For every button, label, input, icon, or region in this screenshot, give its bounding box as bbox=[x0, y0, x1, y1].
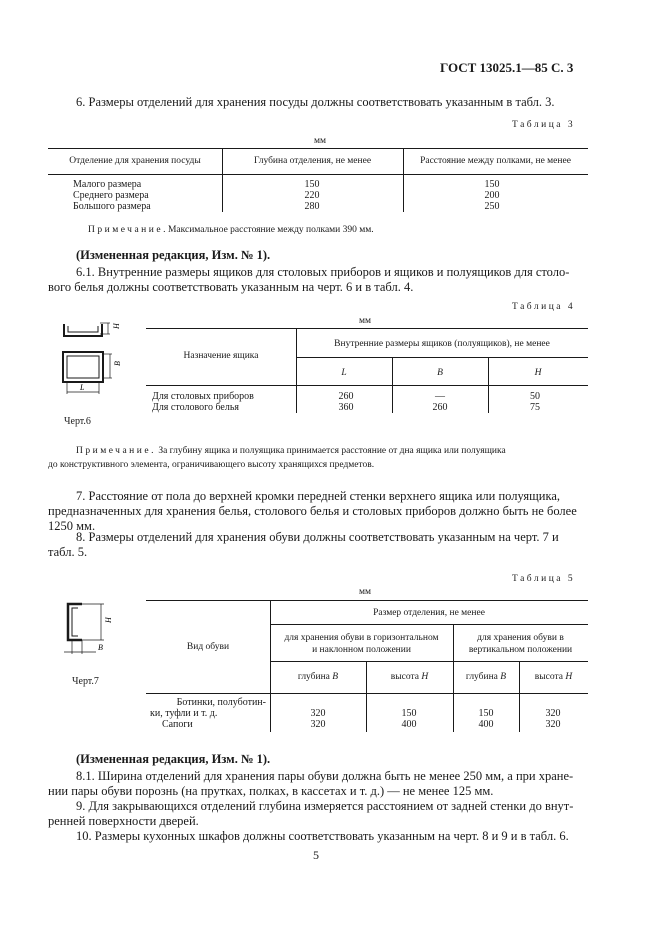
table-row: Малого размера Среднего размера Большого размера bbox=[73, 179, 151, 212]
fig7-caption: Черт.7 bbox=[72, 676, 99, 687]
table-4-b-values: — 260 bbox=[432, 391, 448, 413]
table-3-header-compartment: Отделение для хранения посуды bbox=[69, 156, 201, 166]
clause-8-line2: табл. 5. bbox=[48, 545, 88, 559]
table-3-units: мм bbox=[313, 136, 327, 146]
page-header: ГОСТ 13025.1—85 С. 3 bbox=[440, 60, 574, 75]
page-number: 5 bbox=[313, 848, 319, 862]
table-5-header-size: Размер отделения, не менее bbox=[373, 608, 485, 618]
table-5-subheader-depth-1: глубина B bbox=[297, 672, 339, 682]
table-3-depth-values: 150 220 280 bbox=[304, 179, 320, 212]
clause-7-line1: 7. Расстояние от пола до верхней кромки передней стенки верхнего ящика или полуящика, bbox=[76, 489, 561, 503]
fig6-label-l: L bbox=[80, 383, 85, 392]
table-5-header-vertical: для хранения обуви в вертикальном положении bbox=[468, 633, 573, 655]
table-5-col2-values: 150 400 bbox=[401, 708, 417, 730]
table-row: Для столового белья bbox=[152, 402, 239, 413]
table-4-header-h: H bbox=[534, 368, 542, 378]
fig7-label-h: H bbox=[104, 617, 113, 623]
amendment-note-2: (Измененная редакция, Изм. № 1). bbox=[76, 752, 271, 766]
table-3-header-depth: Глубина отделения, не менее bbox=[253, 156, 372, 166]
table-4-note-line1: Примечание. За глубину ящика и полуящика принимается расстояние от дна ящика или полуящика bbox=[76, 446, 506, 456]
table-4-note-line2: до конструктивного элемента, ограничивающего высоту хранящихся предметов. bbox=[48, 460, 375, 470]
table-5-col3-values: 150 400 bbox=[478, 708, 494, 730]
clause-6-1-line2: вого белья должны соответствовать указанным на черт. 6 и в табл. 4. bbox=[48, 280, 414, 294]
fig7-label-b: B bbox=[98, 643, 103, 652]
table-5-subheader-height-2: высота H bbox=[534, 672, 573, 682]
table-5-subheader-depth-2: глубина B bbox=[465, 672, 507, 682]
table-3-spacing-values: 150 200 250 bbox=[484, 179, 500, 212]
fig6-caption: Черт.6 bbox=[64, 416, 91, 427]
table-5-caption: Таблица 5 bbox=[512, 574, 576, 584]
table-4-names bbox=[152, 391, 254, 413]
fig6-label-b: B bbox=[113, 361, 122, 366]
table-4-units: мм bbox=[358, 316, 372, 326]
clause-8-line1: 8. Размеры отделений для хранения обуви должны соответствовать указанным на черт. 7 и bbox=[76, 530, 559, 544]
table-3-caption: Таблица 3 bbox=[512, 120, 576, 130]
table-row: Сапоги bbox=[162, 719, 193, 730]
table-4-header-dimensions: Внутренние размеры ящиков (полуящиков), не менее bbox=[334, 339, 550, 349]
clause-6-1-line1: 6.1. Внутренние размеры ящиков для столовых приборов и ящиков и полуящиков для столо- bbox=[76, 265, 570, 279]
clause-8-1-line2: нии пары обуви порознь (на прутках, полках, в кассетах и т. д.) — не менее 125 мм. bbox=[48, 784, 494, 798]
clause-9-line2: ренней поверхности дверей. bbox=[48, 814, 199, 828]
clause-6: 6. Размеры отделений для хранения посуды должны соответствовать указанным в табл. 3. bbox=[76, 95, 555, 109]
table-5-col1-values: 320 320 bbox=[310, 708, 326, 730]
table-3-note: Примечание.Максимальное расстояние между полками 390 мм. bbox=[88, 225, 374, 235]
table-4-l-values: 260 360 bbox=[338, 391, 354, 413]
clause-10: 10. Размеры кухонных шкафов должны соответствовать указанным на черт. 8 и 9 и в табл. 6. bbox=[76, 829, 569, 843]
clause-8-1-line1: 8.1. Ширина отделений для хранения пары обуви должна быть не менее 250 мм, а при хране- bbox=[76, 769, 574, 783]
table-5-subheader-height-1: высота H bbox=[390, 672, 429, 682]
table-5-header-horizontal: для хранения обуви в горизонтальном и наклонном положении bbox=[284, 633, 439, 655]
table-5-units: мм bbox=[358, 587, 372, 597]
table-4-h-values: 50 75 bbox=[530, 391, 540, 413]
clause-9-line1: 9. Для закрывающихся отделений глубина измеряется расстоянием от задней стенки до внут- bbox=[76, 799, 574, 813]
table-row: Ботинки, полуботин- ки, туфли и т. д. bbox=[150, 697, 266, 719]
drawer-drawing-fig6 bbox=[52, 314, 132, 414]
clause-7-line3: 1250 мм. bbox=[48, 519, 96, 533]
clause-7-line2: предназначенных для хранения белья, столового белья и столовых приборов должно быть не более bbox=[48, 504, 577, 518]
table-4-header-l: L bbox=[341, 368, 347, 378]
table-5-header-shoe-type: Вид обуви bbox=[186, 642, 230, 652]
shoe-compartment-drawing-fig7 bbox=[56, 598, 126, 668]
fig6-label-h: H bbox=[112, 323, 121, 329]
table-5-col4-values: 320 320 bbox=[545, 708, 561, 730]
table-3-header-spacing: Расстояние между полками, не менее bbox=[420, 156, 571, 166]
table-row: Для столовых приборов bbox=[152, 391, 254, 402]
table-4-header-purpose: Назначение ящика bbox=[183, 351, 259, 361]
table-4-caption: Таблица 4 bbox=[512, 302, 576, 312]
table-4-header-b: B bbox=[437, 368, 443, 378]
amendment-note-1: (Измененная редакция, Изм. № 1). bbox=[76, 248, 271, 262]
